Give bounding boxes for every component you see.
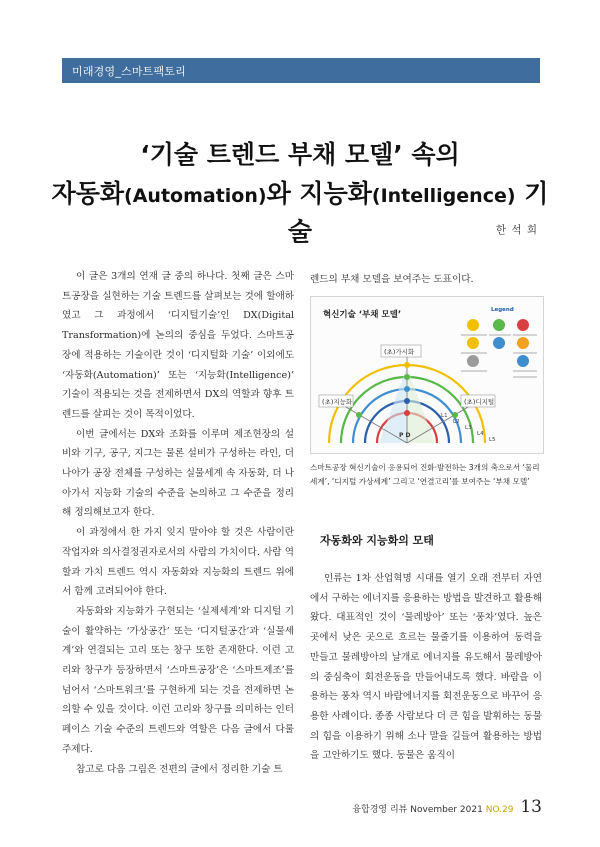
- title-part5: 기술: [287, 179, 549, 246]
- ring-label-l5: L5: [489, 437, 496, 443]
- legend-items: [467, 319, 529, 367]
- author-name: 한 석 희: [495, 224, 538, 236]
- fan-model-diagram: [311, 297, 543, 453]
- page-number: 13: [520, 797, 542, 817]
- label-digital: (초)디지털: [464, 398, 495, 406]
- fan-model-figure: [310, 296, 544, 454]
- paragraph: 자동화와 지능화가 구현되는 ‘실제세계’와 디지털 기술이 활약하는 ‘가상공간’ 또는 ‘디지털공간’과 ‘실물세계’와 연결되는 고리 또는 창구 또한 존재한다. 이런 고리와 창구가 등장하면서 ‘스마트공장’은 ‘스마트제조’를 넘어서 ‘스마트워크’를 구현하게 되는 것을 전제하면 논의할 수 있을 것이다. 이런 고리와 창구를 의미하는 인터페이스 기술 수준의 트렌드와 역할은 다음 글에서 다룰 주제다.: [62, 605, 294, 755]
- title-line1-text: ‘기술 트렌드 부채 모델’ 속의: [140, 140, 460, 169]
- title-part1: 자동화: [51, 179, 125, 208]
- section-banner: [62, 58, 540, 83]
- section-label: 미래경영_스마트팩토리: [72, 65, 186, 78]
- right-column-top: [310, 270, 542, 290]
- figure-caption: 스마트공장 혁신기술이 응용되어 진화·발전하는 3개의 축으로서 ‘물리세계’, ‘디지털 가상세계’ 그리고 ‘연결고리’를 보여주는 ‘부채 모델’: [310, 463, 540, 486]
- ring-label-l2: L2: [453, 419, 460, 425]
- ring-label-l4: L4: [477, 431, 484, 437]
- section-subheading: 자동화와 지능화의 모태: [320, 534, 434, 547]
- title-part2: (Automation): [124, 185, 267, 207]
- paragraph: 이번 글에서는 DX와 조화를 이루며 제조현장의 설비와 기구, 공구, 지그는 물론 설비가 구성하는 라인, 더 나아가 공장 전체를 구성하는 실물세계 속 자동화, 더 나아가서 지능화 기술의 수준을 논의하고 그 수준을 정리해 정의해보고자 한다.: [62, 428, 294, 519]
- title-part3: 와 지능화: [266, 179, 372, 208]
- right-column-bottom: [310, 569, 542, 766]
- paragraph: 이 과정에서 한 가지 잊지 말아야 할 것은 사람이란 작업자와 의사결정권자로서의 사람의 가치이다. 사람 역할과 가치 트렌드 역시 자동화와 지능화의 트렌드 위에서 함께 고려되어야 한다.: [62, 527, 294, 598]
- article-title-line1: [40, 133, 560, 171]
- label-visualization: (초)가시화: [384, 348, 415, 356]
- figure-title: 혁신기술 ‘부채 모델’: [323, 310, 402, 320]
- paragraph-continuation: 렌드의 부채 모델을 보여주는 도표이다.: [310, 274, 474, 285]
- ring-label-l3: L3: [465, 425, 472, 431]
- journal-name: 융합경영 리뷰: [352, 805, 408, 815]
- paragraph: 인류는 1차 산업혁명 시대를 열기 오래 전부터 자연에서 구하는 에너지를 응용하는 방법을 발견하고 활용해왔다. 대표적인 것이 ‘물레방아’ 또는 ‘풍차’였다. 높은 곳에서 낮은 곳으로 흐르는 물줄기를 이용하여 동력을 만들고 물레방아의 날개로 에너지를 유도해서 물레방아의 중심축이 회전운동을 만들어내도록 했다. 바람을 이용하는 풍차 역시 바람에너지를 회전운동으로 바꾸어 응용한 사례이다. 종종 사람보다 더 큰 힘을 발휘하는 동물의 힘을 이용하기 위해 소나 말을 길들여 활용하는 방법을 고안하기도 했다. 동물은 움직이: [310, 573, 542, 762]
- issue-date: November 2021: [410, 805, 483, 815]
- paragraph: 이 글은 3개의 연재 글 중의 하나다. 첫째 글은 스마트공장을 실현하는 기술 트렌드를 살펴보는 것에 할애하였고 그 과정에서 ‘디지털기술’인 DX(Digital Transformation)에 논의의 중심을 두었다. 스마트공장에 적용하는 기술이란 것이 ‘디지털화 기술’ 이외에도 ‘자동화(Automation)’ 또는 ‘지능화(Intelligence)’ 기술이 적용되는 것을 전제하면서 DX의 역할과 향후 트렌드를 살피는 것이 목적이었다.: [62, 271, 294, 420]
- ring-label-l1: L1: [441, 413, 448, 419]
- page-footer: [352, 797, 542, 817]
- legend-title: Legend: [491, 307, 514, 313]
- article-title-line2: [40, 172, 560, 248]
- issue-number: NO.29: [485, 805, 514, 815]
- label-intelligence: (초)지능화: [322, 398, 353, 406]
- title-part4: (Intelligence): [371, 185, 516, 207]
- center-label: P D: [399, 432, 411, 439]
- paragraph: 참고로 다음 그림은 전편의 글에서 정리한 기술 트: [76, 763, 283, 775]
- left-column: [62, 267, 294, 779]
